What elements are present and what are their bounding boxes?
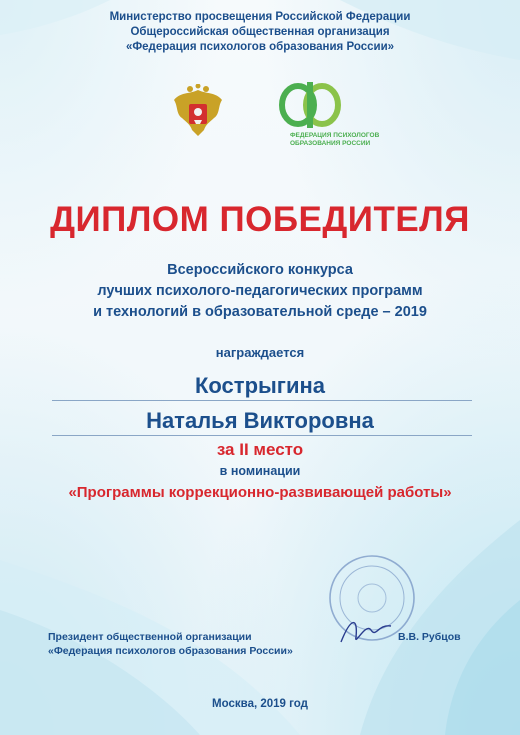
nomination-intro: в номинации xyxy=(219,464,301,478)
federation-logo-text xyxy=(290,132,379,148)
footer-place-date: Москва, 2019 год xyxy=(212,698,308,710)
name-underline-1 xyxy=(52,400,472,401)
federation-logo-text-line2: ОБРАЗОВАНИЯ РОССИИ xyxy=(290,140,371,147)
signatory-name: В.В. Рубцов xyxy=(398,631,461,643)
header-ministry: Министерство просвещения Российской Федерации xyxy=(109,11,411,23)
signatory-position-line-2: «Федерация психологов образования России» xyxy=(48,645,293,657)
header-organization: Общероссийская общественная организация xyxy=(130,26,390,38)
diploma-title: ДИПЛОМ ПОБЕДИТЕЛЯ xyxy=(50,200,470,239)
federation-logo-text-line1: ФЕДЕРАЦИЯ ПСИХОЛОГОВ xyxy=(290,132,380,139)
coat-of-arms-icon xyxy=(172,84,224,142)
recipient-surname: Кострыгина xyxy=(194,373,326,398)
header-federation: «Федерация психологов образования России» xyxy=(125,41,395,53)
federation-logo-icon xyxy=(278,80,342,130)
signatory-position-line-1: Президент общественной организации xyxy=(48,631,252,643)
contest-line-3: и технологий в образовательной среде – 2019 xyxy=(93,304,427,320)
place-text: за II место xyxy=(216,440,304,459)
awarded-label: награждается xyxy=(215,345,305,360)
signature-icon xyxy=(336,612,396,652)
nomination-title: «Программы коррекционно-развивающей работы» xyxy=(68,484,452,501)
contest-line-2: лучших психолого-педагогических программ xyxy=(97,283,423,299)
contest-line-1: Всероссийского конкурса xyxy=(167,262,353,278)
name-underline-2 xyxy=(52,435,472,436)
recipient-given-names: Наталья Викторовна xyxy=(146,408,374,433)
